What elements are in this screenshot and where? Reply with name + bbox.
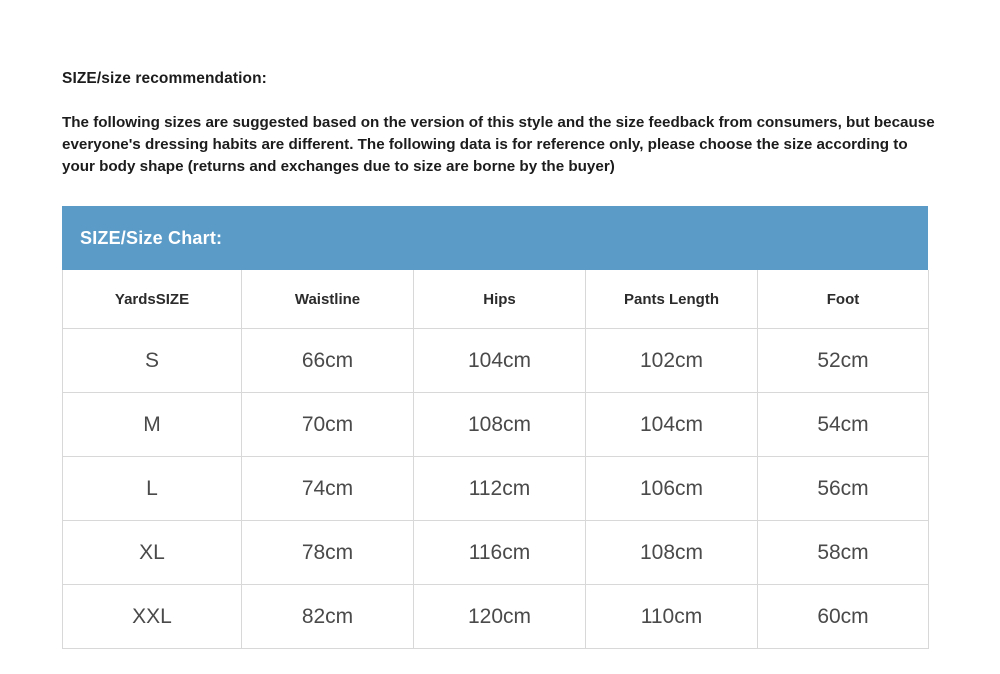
column-header: Waistline bbox=[242, 270, 414, 329]
cell-foot: 58cm bbox=[758, 521, 929, 585]
cell-size: XXL bbox=[63, 585, 242, 649]
cell-pants-length: 110cm bbox=[586, 585, 758, 649]
cell-size: S bbox=[63, 329, 242, 393]
table-row bbox=[63, 329, 929, 393]
page-title: SIZE/size recommendation: bbox=[62, 70, 267, 87]
column-header: Hips bbox=[414, 270, 586, 329]
cell-foot: 54cm bbox=[758, 393, 929, 457]
table-header-row bbox=[63, 270, 929, 329]
cell-waistline: 82cm bbox=[242, 585, 414, 649]
cell-size: XL bbox=[63, 521, 242, 585]
intro-paragraph: The following sizes are suggested based on the version of this style and the size feedback from consumers, but because everyone's dressing habits are different. The following data is for reference only, please choose the size according to your body shape (returns and exchanges due to size are borne by the buyer) bbox=[62, 114, 935, 176]
cell-size: M bbox=[63, 393, 242, 457]
column-header: Pants Length bbox=[586, 270, 758, 329]
table-row bbox=[63, 585, 929, 649]
cell-foot: 52cm bbox=[758, 329, 929, 393]
cell-pants-length: 104cm bbox=[586, 393, 758, 457]
size-chart bbox=[62, 206, 928, 649]
cell-size: L bbox=[63, 457, 242, 521]
cell-hips: 120cm bbox=[414, 585, 586, 649]
cell-waistline: 70cm bbox=[242, 393, 414, 457]
cell-foot: 60cm bbox=[758, 585, 929, 649]
cell-waistline: 78cm bbox=[242, 521, 414, 585]
cell-hips: 112cm bbox=[414, 457, 586, 521]
size-chart-title: SIZE/Size Chart: bbox=[62, 206, 928, 270]
table-row bbox=[63, 521, 929, 585]
size-chart-table bbox=[62, 270, 929, 649]
cell-hips: 116cm bbox=[414, 521, 586, 585]
cell-pants-length: 102cm bbox=[586, 329, 758, 393]
cell-hips: 108cm bbox=[414, 393, 586, 457]
cell-foot: 56cm bbox=[758, 457, 929, 521]
cell-waistline: 66cm bbox=[242, 329, 414, 393]
cell-hips: 104cm bbox=[414, 329, 586, 393]
table-row bbox=[63, 393, 929, 457]
column-header: Foot bbox=[758, 270, 929, 329]
cell-pants-length: 106cm bbox=[586, 457, 758, 521]
column-header: YardsSIZE bbox=[63, 270, 242, 329]
table-row bbox=[63, 457, 929, 521]
cell-waistline: 74cm bbox=[242, 457, 414, 521]
cell-pants-length: 108cm bbox=[586, 521, 758, 585]
